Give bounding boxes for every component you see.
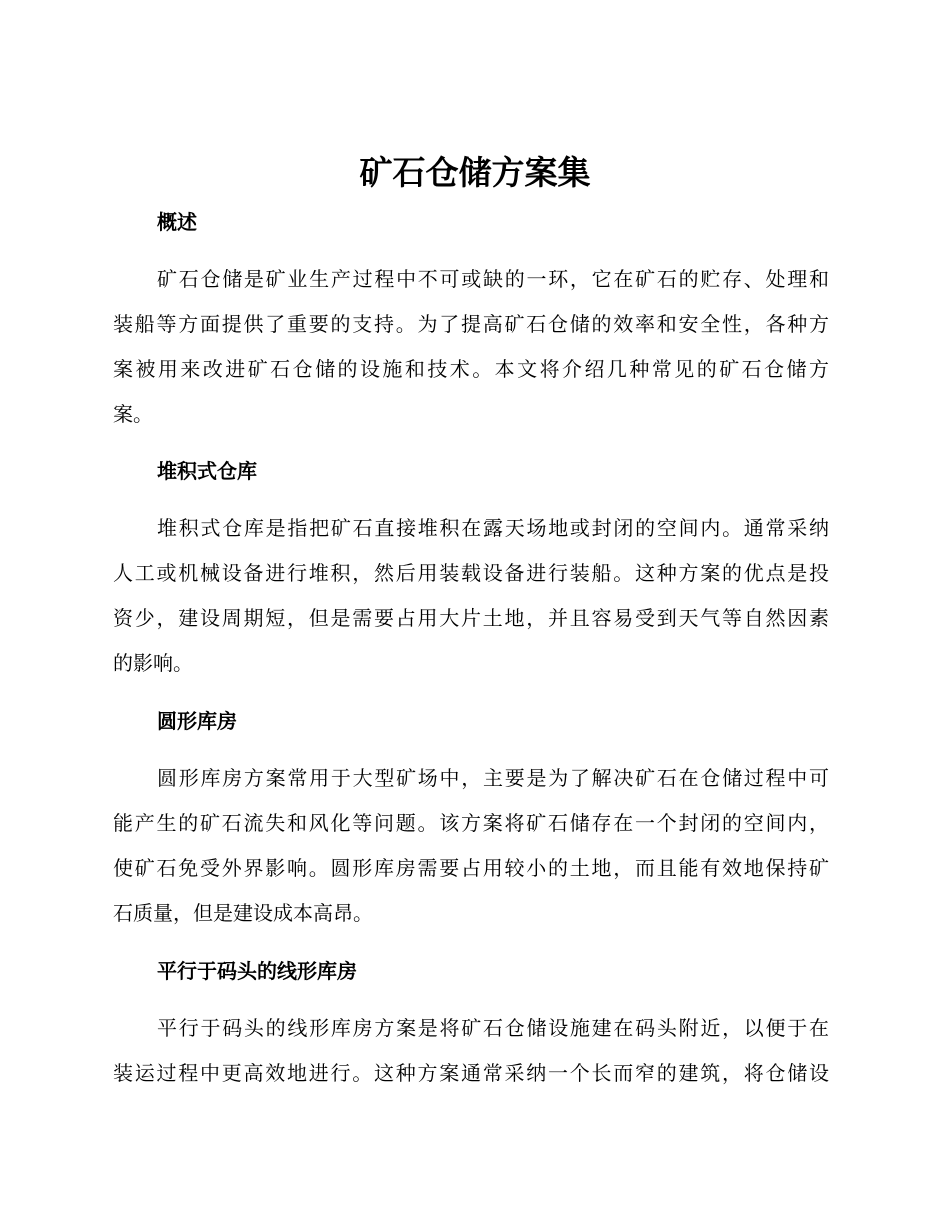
paragraph-line: 堆积式仓库是指把矿石直接堆积在露天场地或封闭的空间内。通常采纳 bbox=[157, 516, 829, 540]
paragraph-line: 案被用来改进矿石仓储的设施和技术。本文将介绍几种常见的矿石仓储方 bbox=[113, 357, 829, 381]
paragraph-line: 资少，建设周期短，但是需要占用大片土地，并且容易受到天气等自然因素 bbox=[113, 606, 829, 630]
paragraph-line: 装运过程中更高效地进行。这种方案通常采纳一个长而窄的建筑，将仓储设 bbox=[113, 1061, 829, 1085]
section-paragraph-linear-storehouse bbox=[113, 1006, 829, 1096]
paragraph-line: 装船等方面提供了重要的支持。为了提高矿石仓储的效率和安全性，各种方 bbox=[113, 312, 829, 336]
paragraph-line: 使矿石免受外界影响。圆形库房需要占用较小的土地，而且能有效地保持矿 bbox=[113, 856, 829, 880]
paragraph-line: 矿石仓储是矿业生产过程中不可或缺的一环，它在矿石的贮存、处理和 bbox=[157, 267, 829, 291]
paragraph-line: 的影响。 bbox=[113, 651, 193, 675]
section-paragraph-stacked-warehouse bbox=[113, 506, 829, 686]
paragraph-line: 石质量，但是建设成本高昂。 bbox=[113, 901, 373, 925]
section-paragraph-overview bbox=[113, 257, 829, 437]
section-heading-circular-storehouse: 圆形库房 bbox=[157, 709, 237, 733]
paragraph-line: 平行于码头的线形库房方案是将矿石仓储设施建在码头附近，以便于在 bbox=[157, 1016, 829, 1040]
section-heading-linear-storehouse: 平行于码头的线形库房 bbox=[157, 959, 357, 983]
paragraph-line: 圆形库房方案常用于大型矿场中，主要是为了解决矿石在仓储过程中可 bbox=[157, 766, 829, 790]
paragraph-line: 人工或机械设备进行堆积，然后用装载设备进行装船。这种方案的优点是投 bbox=[113, 561, 829, 585]
document-title: 矿石仓储方案集 bbox=[359, 153, 591, 192]
paragraph-line: 能产生的矿石流失和风化等问题。该方案将矿石储存在一个封闭的空间内， bbox=[113, 811, 829, 835]
section-heading-stacked-warehouse: 堆积式仓库 bbox=[157, 459, 257, 483]
paragraph-line: 案。 bbox=[113, 402, 153, 426]
section-paragraph-circular-storehouse bbox=[113, 756, 829, 936]
section-heading-overview: 概述 bbox=[157, 210, 197, 234]
